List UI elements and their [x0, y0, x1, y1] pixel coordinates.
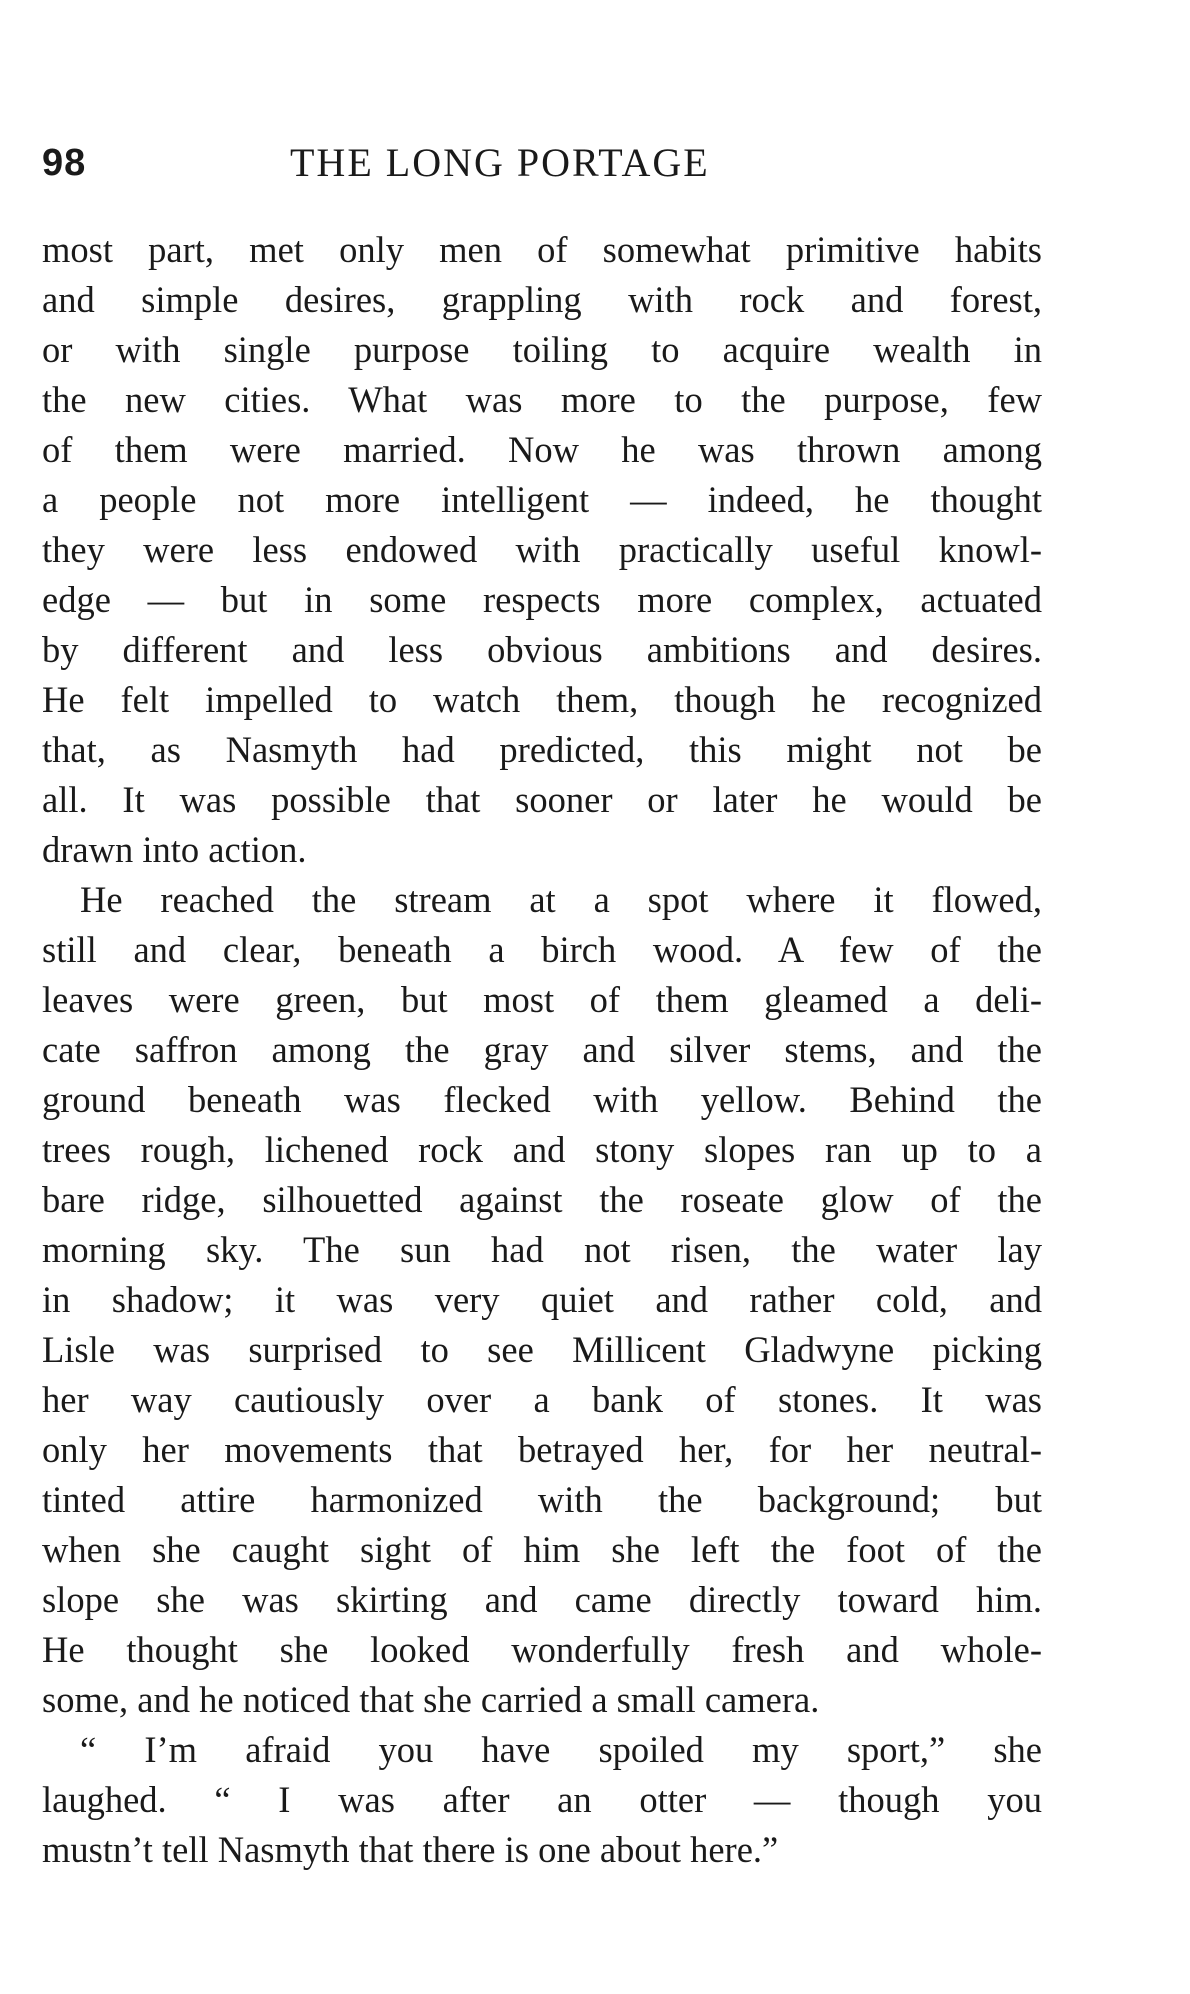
text-line: or with single purpose toiling to acquire wealth in — [42, 329, 1042, 370]
text-line: leaves were green, but most of them gleamed a deli- — [42, 979, 1042, 1020]
text-line: mustn’t tell Nasmyth that there is one about here.” — [42, 1829, 779, 1870]
text-line: a people not more intelligent — indeed, he thought — [42, 479, 1042, 520]
running-head — [42, 138, 1042, 188]
text-line: Lisle was surprised to see Millicent Gladwyne picking — [42, 1329, 1042, 1370]
text-line: that, as Nasmyth had predicted, this might not be — [42, 729, 1042, 770]
text-line: ground beneath was flecked with yellow. Behind the — [42, 1079, 1042, 1120]
text-line: of them were married. Now he was thrown among — [42, 429, 1042, 470]
text-line: tinted attire harmonized with the background; but — [42, 1479, 1042, 1520]
text-line: He thought she looked wonderfully fresh and whole- — [42, 1629, 1042, 1670]
text-line: they were less endowed with practically useful knowl- — [42, 529, 1042, 570]
page-number: 98 — [42, 142, 87, 184]
text-line: cate saffron among the gray and silver stems, and the — [42, 1029, 1042, 1070]
text-line: bare ridge, silhouetted against the roseate glow of the — [42, 1179, 1042, 1220]
text-line: most part, met only men of somewhat primitive habits — [42, 229, 1042, 270]
text-line: laughed. “ I was after an otter — though you — [42, 1779, 1042, 1820]
text-line: “ I’m afraid you have spoiled my sport,” she — [80, 1729, 1042, 1770]
text-line: He reached the stream at a spot where it flowed, — [80, 879, 1042, 920]
body-text — [42, 225, 1042, 1875]
text-line: her way cautiously over a bank of stones. It was — [42, 1379, 1042, 1420]
text-line: and simple desires, grappling with rock and forest, — [42, 279, 1042, 320]
text-line: the new cities. What was more to the purpose, few — [42, 379, 1042, 420]
text-line: morning sky. The sun had not risen, the water lay — [42, 1229, 1042, 1270]
text-line: trees rough, lichened rock and stony slopes ran up to a — [42, 1129, 1042, 1170]
text-line: slope she was skirting and came directly toward him. — [42, 1579, 1042, 1620]
running-title: THE LONG PORTAGE — [290, 140, 710, 185]
text-line: by different and less obvious ambitions and desires. — [42, 629, 1042, 670]
text-line: only her movements that betrayed her, for her neutral- — [42, 1429, 1042, 1470]
text-line: in shadow; it was very quiet and rather cold, and — [42, 1279, 1042, 1320]
text-line: still and clear, beneath a birch wood. A few of the — [42, 929, 1042, 970]
text-line: when she caught sight of him she left the foot of the — [42, 1529, 1042, 1570]
text-line: He felt impelled to watch them, though he recognized — [42, 679, 1042, 720]
text-line: some, and he noticed that she carried a small camera. — [42, 1679, 820, 1720]
text-line: edge — but in some respects more complex, actuated — [42, 579, 1042, 620]
text-line: drawn into action. — [42, 829, 307, 870]
text-line: all. It was possible that sooner or later he would be — [42, 779, 1042, 820]
